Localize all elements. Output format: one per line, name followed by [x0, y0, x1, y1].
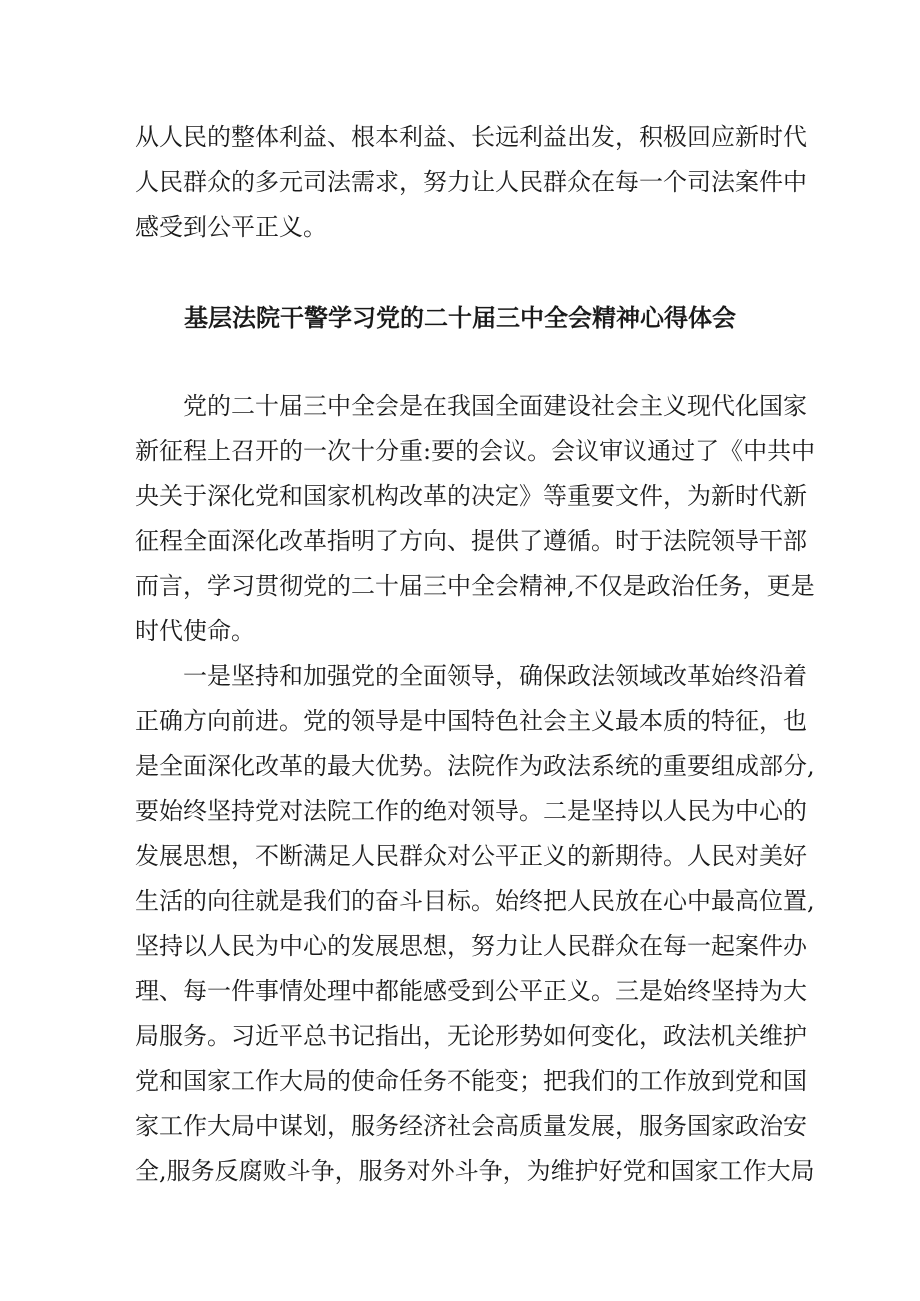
text-line: 时代使命。 [135, 617, 255, 645]
text-line: 从人民的整体利益、根本利益、长远利益出发，积极回应新时代 [135, 123, 807, 151]
text-line: 而言，学习贯彻党的二十届三中全会精神,不仅是政治任务，更是 [135, 572, 815, 600]
text-line: 一是坚持和加强党的全面领导，确保政法领域改革始终沿着 [183, 662, 807, 690]
text-line: 新征程上召开的一次十分重:要的会议。会议审议通过了《中共中 [135, 437, 816, 465]
text-line: 家工作大局中谋划，服务经济社会高质量发展，服务国家政治安 [135, 1112, 807, 1140]
article-title: 基层法院干警学习党的二十届三中全会精神心得体会 [184, 304, 736, 332]
text-line: 党和国家工作大局的使命任务不能变；把我们的工作放到党和国 [135, 1067, 807, 1095]
text-line: 全,服务反腐败斗争，服务对外斗争，为维护好党和国家工作大局 [135, 1157, 815, 1185]
text-line: 正确方向前进。党的领导是中国特色社会主义最本质的特征，也 [135, 707, 807, 735]
text-line: 发展思想，不断满足人民群众对公平正义的新期待。人民对美好 [135, 842, 807, 870]
text-line: 要始终坚持党对法院工作的绝对领导。二是坚持以人民为中心的 [135, 797, 807, 825]
text-line: 人民群众的多元司法需求，努力让人民群众在每一个司法案件中 [135, 168, 807, 196]
text-line: 央关于深化党和国家机构改革的决定》等重要文件，为新时代新 [135, 482, 807, 510]
text-line: 坚持以人民为中心的发展思想，努力让人民群众在每一起案件办 [135, 932, 807, 960]
text-line: 征程全面深化改革指明了方向、提供了遵循。时于法院领导干部 [135, 527, 807, 555]
text-line: 局服务。习近平总书记指出，无论形势如何变化，政法机关维护 [135, 1022, 807, 1050]
text-line: 是全面深化改革的最大优势。法院作为政法系统的重要组成部分, [135, 752, 815, 780]
text-line: 感受到公平正义。 [135, 213, 327, 241]
text-line: 生活的向往就是我们的奋斗目标。始终把人民放在心中最高位置, [135, 887, 815, 915]
text-line: 理、每一件事情处理中都能感受到公平正义。三是始终坚持为大 [135, 977, 807, 1005]
text-line: 党的二十届三中全会是在我国全面建设社会主义现代化国家 [183, 392, 807, 420]
